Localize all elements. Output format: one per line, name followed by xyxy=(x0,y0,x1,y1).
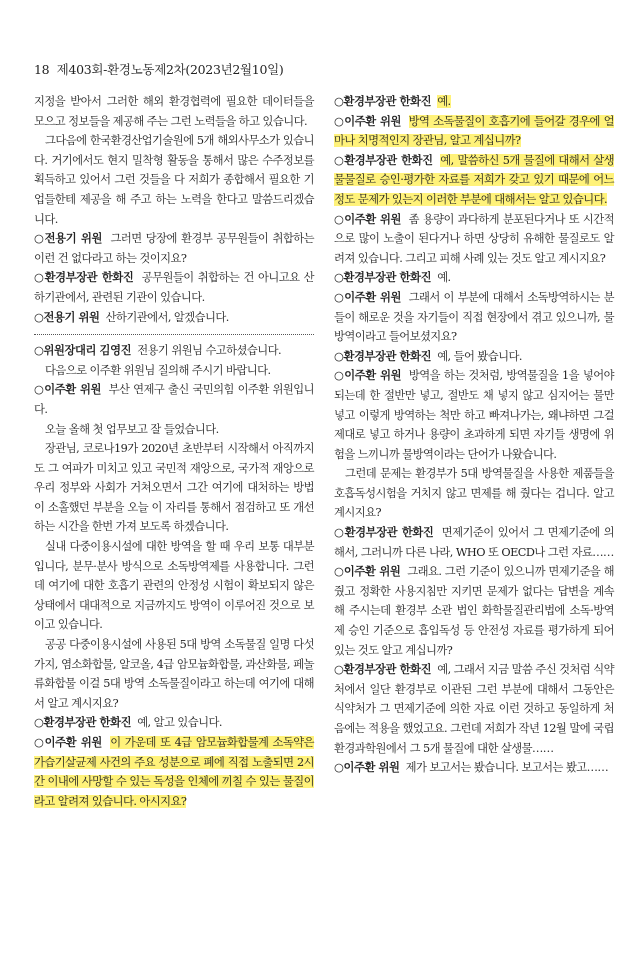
transcript-paragraph xyxy=(34,537,314,635)
speech-text: 면제기준이 있어서 그 면제기준에 의해서, 그러니까 다른 나라, WHO 또 OECD나 그런 자료…… xyxy=(334,526,615,559)
transcript-paragraph xyxy=(34,92,314,131)
speaker-label: ○이주환 위원 xyxy=(34,736,102,749)
transcript-paragraph xyxy=(34,733,314,811)
highlighted-text: 예. xyxy=(437,95,451,108)
transcript-paragraph xyxy=(34,308,314,328)
transcript-paragraph xyxy=(34,420,314,440)
transcript-paragraph xyxy=(34,361,314,381)
speech-text: 그래서 이 부분에 대해서 소독방역하시는 분들이 해로운 것을 자기들이 직접 현장에서 겪고 있으니까, 물방역이라고 들어보셨지요? xyxy=(334,290,614,344)
transcript-paragraph xyxy=(334,268,614,288)
speech-text: 제가 보고서는 봤습니다. 보고서는 봤고…… xyxy=(405,761,609,775)
speaker-label: ○이주환 위원 xyxy=(334,761,400,775)
speech-text: 그런데 문제는 환경부가 5대 방역물질을 사용한 제품들을 호흡독성시험을 거치지 않고 면제를 해 줬다는 겁니다. 알고 계시지요? xyxy=(334,467,614,520)
transcript-paragraph xyxy=(334,347,614,367)
transcript-paragraph xyxy=(334,210,614,269)
transcript-paragraph xyxy=(334,112,614,151)
transcript-paragraph xyxy=(34,439,314,537)
speech-text: 예, 그래서 지금 말씀 주신 것처럼 식약처에서 일단 환경부로 이관된 그런 부분에 대해서 그동안은 식약처가 그 면제기준에 의한 자료 이런 것하고 동일하게 처음에는 적용을 했었고요. 그런데 저희가 작년 12월 말에 국립환경과학원에서 그 5개 물질에 대한 살생물…… xyxy=(334,663,614,755)
speech-text: 오늘 올해 첫 업무보고 잘 들었습니다. xyxy=(45,422,219,436)
page-header xyxy=(34,60,283,78)
speech-text: 다음으로 이주환 위원님 질의해 주시기 바랍니다. xyxy=(45,363,271,377)
transcript-paragraph xyxy=(334,288,614,347)
transcript-paragraph xyxy=(334,562,614,660)
speech-text: 방역을 하는 것처럼, 방역물질을 1을 넣어야 되는데 한 절반만 넣고, 절반도 채 넣지 않고 심지어는 물만 넣고 이렇게 방역하는 척만 하고 빠져나가는, 왜냐하면 그걸 제대로 넣고 하거나 용량이 초과하게 되면 자기들 생명에 위험을 느끼니까 물방역이라는 단어가 나왔습니다. xyxy=(334,369,614,461)
speaker-label: ○환경부장관 한화진 xyxy=(34,716,132,730)
speech-text: 예, 들어 봤습니다. xyxy=(437,349,522,363)
speech-text: 공공 다중이용시설에 사용된 5대 방역 소독물질 일명 다섯 가지, 염소화합물, 알코올, 4급 암모늄화합물, 과산화물, 페놀류화합물 이걸 5대 방역 소독물질이라고 하는데 여기에 대해서 알고 계시지요? xyxy=(34,638,314,710)
section-divider xyxy=(34,334,314,335)
transcript-paragraph xyxy=(34,635,314,713)
transcript-paragraph xyxy=(334,523,614,562)
left-column xyxy=(34,92,314,811)
transcript-paragraph xyxy=(334,660,614,758)
speaker-label: ○환경부장관 한화진 xyxy=(334,153,433,167)
transcript-paragraph xyxy=(34,268,314,307)
transcript-paragraph xyxy=(34,131,314,229)
speech-text: 예, 알고 있습니다. xyxy=(137,716,222,730)
speaker-label: ○이주환 위원 xyxy=(334,114,402,128)
transcript-paragraph xyxy=(334,92,614,112)
speaker-label: ○이주환 위원 xyxy=(334,212,402,226)
speech-text: 예. xyxy=(437,271,451,285)
speech-text: 공무원들이 취합하는 건 아니고요 산하기관에서, 관련된 기관이 있습니다. xyxy=(34,271,315,304)
speaker-label: ○환경부장관 한화진 xyxy=(334,663,432,677)
speech-text: 산하기관에서, 알겠습니다. xyxy=(105,310,229,324)
speech-text: 부산 연제구 출신 국민의힘 이주환 위원입니다. xyxy=(34,383,314,416)
highlighted-text: 이 가운데 또 4급 암모늄화합물계 소독약은 가습기살균제 사건의 주요 성분으로 폐에 직접 노출되면 2시간 이내에 사망할 수 있는 독성을 인체에 끼칠 수 있는 물질이라고 알려져 있습니다. 아시지요? xyxy=(34,736,314,808)
speech-text: 그래요. 그런 기준이 있으니까 면제기준을 해 줬고 정확한 사용지침만 지키면 문제가 없다는 답변을 계속 해 주시는데 환경부 소관 법인 화학물질관리법에 소독·방역제 승인 기준으로 흡입독성 등 안전성 자료를 평가하게 되어 있는 것도 알고 계십니까? xyxy=(334,565,614,657)
right-column xyxy=(334,92,614,778)
highlighted-text: 방역 소독물질이 호흡기에 들어갈 경우에 얼마나 치명적인지 장관님, 알고 계십니까? xyxy=(334,114,614,148)
speech-text: 그다음에 한국환경산업기술원에 5개 해외사무소가 있습니다. 거기에서도 현지 밀착형 활동을 통해서 많은 수주정보를 획득하고 있어서 그런 것들을 다 저희가 종합해서 필요한 기업들한테 제공을 해 주고 하는 노력을 한다고 말씀드리겠습니다. xyxy=(34,134,314,226)
speaker-label: ○환경부장관 한화진 xyxy=(334,271,432,285)
speaker-label: ○환경부장관 한화진 xyxy=(34,271,134,285)
transcript-paragraph xyxy=(334,758,614,778)
transcript-paragraph xyxy=(34,229,314,268)
highlighted-text: 예, 말씀하신 5개 물질에 대해서 살생물물질로 승인·평가한 자료를 저희가 갖고 있기 때문에 어느 정도 문제가 있는지 이러한 부분에 대해서는 알고 있습니다. xyxy=(334,153,615,206)
transcript-paragraph xyxy=(334,464,614,523)
speech-text: 실내 다중이용시설에 대한 방역을 할 때 우리 보통 대부분입니다, 분무·분사 방식으로 소독방역제를 사용합니다. 그런데 여기에 대한 호흡기 관련의 안정성 시험이 확보되지 않은 상태에서 대대적으로 지금까지도 방역이 이루어진 것으로 보이고 있습니다. xyxy=(34,540,314,632)
transcript-paragraph xyxy=(34,380,314,419)
speaker-label: ○환경부장관 한화진 xyxy=(334,95,432,108)
transcript-paragraph xyxy=(34,713,314,733)
transcript-paragraph xyxy=(334,151,614,210)
session-info: 제403회-환경노동제2차(2023년2월10일) xyxy=(56,62,284,77)
speech-text: 장관님, 코로나19가 2020년 초반부터 시작해서 아직까지도 그 여파가 미치고 있고 국민적 재앙으로, 국가적 재앙으로 우리 정부와 사회가 거쳐오면서 그간 여기에 대처하는 방법이 소홀했던 부분을 오늘 이 자리를 통해서 점검하고 또 개선하는 시간을 한번 가져 보도록 하겠습니다. xyxy=(34,442,314,534)
speech-text: 전용기 위원님 수고하셨습니다. xyxy=(137,344,282,358)
speaker-label: ○이주환 위원 xyxy=(34,383,102,397)
speaker-label: ○환경부장관 한화진 xyxy=(334,349,432,363)
speaker-label: ○전용기 위원 xyxy=(34,310,100,324)
speaker-label: ○이주환 위원 xyxy=(334,290,402,304)
transcript-paragraph xyxy=(34,341,314,361)
speaker-label: ○위원장대리 김영진 xyxy=(34,344,132,358)
speaker-label: ○환경부장관 한화진 xyxy=(334,526,434,540)
transcript-paragraph xyxy=(334,366,614,464)
speaker-label: ○전용기 위원 xyxy=(34,232,102,246)
speech-text: 지정을 받아서 그러한 해외 환경협력에 필요한 데이터들을 모으고 정보들을 제공해 주는 그런 노력들을 하고 있습니다. xyxy=(34,95,314,128)
speaker-label: ○이주환 위원 xyxy=(334,565,401,579)
speech-text: 그러면 당장에 환경부 공무원들이 취합하는 이런 건 없다라고 하는 것이지요? xyxy=(34,232,314,265)
speaker-label: ○이주환 위원 xyxy=(334,369,402,383)
page-number: 18 xyxy=(34,62,50,77)
speech-text: 좀 용량이 과다하게 분포된다거나 또 시간적으로 많이 노출이 된다거나 하면 상당히 유해한 물질로도 알려져 있습니다. 그리고 피해 사례 있는 것도 알고 계시지요? xyxy=(334,212,614,265)
